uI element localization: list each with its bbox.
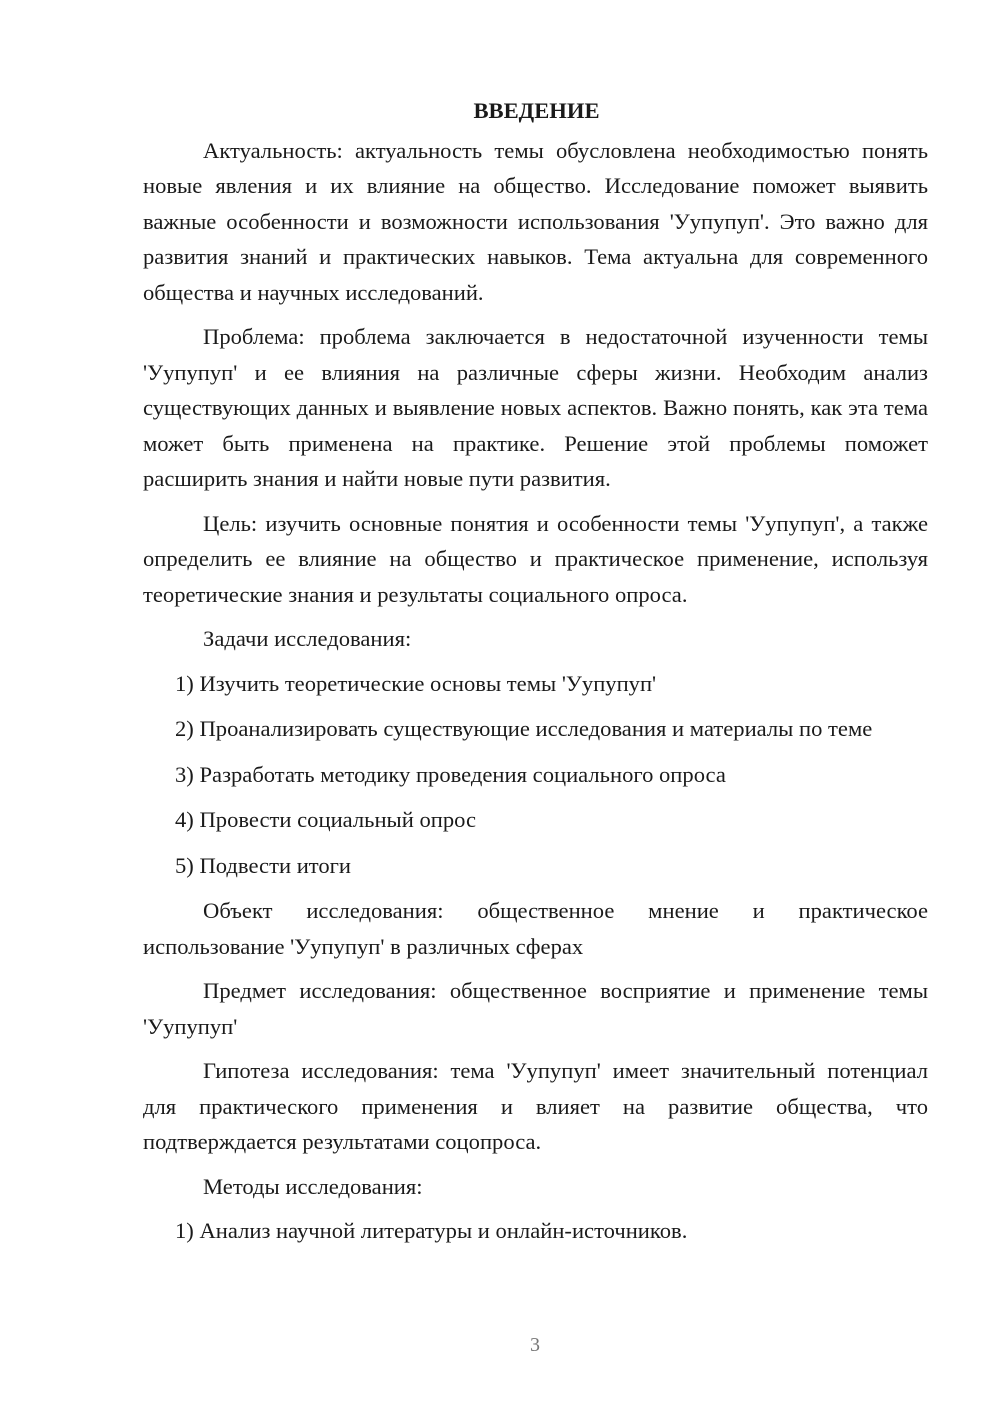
method-item-1: 1) Анализ научной литературы и онлайн-источников. [175,1218,688,1243]
problem-paragraph: Проблема: проблема заключается в недостаточной изученности темы 'Уупупуп' и ее влияния на различные сферы жизни. Необходим анализ существующих данных и выявление новых аспектов. Важно понять, как эта тема может быть применена на практике. Решение этой проблемы поможет расширить знания и найти новые пути развития. [143,324,928,491]
goal-paragraph: Цель: изучить основные понятия и особенности темы 'Уупупуп', а также определить ее влияние на общество и практическое применение, используя теоретические знания и результаты социального опроса. [143,510,928,607]
object-paragraph: Объект исследования: общественное мнение и практическое использование 'Уупупуп' в различных сферах [143,898,928,959]
tasks-heading: Задачи исследования: [203,626,412,651]
methods-heading: Методы исследования: [203,1173,423,1199]
task-item-1: 1) Изучить теоретические основы темы 'Уупупуп' [175,670,657,696]
subject-paragraph: Предмет исследования: общественное восприятие и применение темы 'Уупупуп' [143,978,928,1039]
task-item-3: 3) Разработать методику проведения социального опроса [175,761,726,787]
task-item-2: 2) Проанализировать существующие исследования и материалы по теме [175,716,873,741]
task-item-5: 5) Подвести итоги [175,852,352,878]
relevance-paragraph: Актуальность: актуальность темы обусловлена необходимостью понять новые явления и их влияние на общество. Исследование поможет выявить важные особенности и возможности использования 'Уупупуп'. Это важно для развития знаний и практических навыков. Тема актуальна для современного общества и научных исследований. [143,137,928,305]
page-number: 3 [530,1334,540,1356]
hypothesis-paragraph: Гипотеза исследования: тема 'Уупупуп' имеет значительный потенциал для практического применения и влияет на развитие общества, что подтверждается результатами соцопроса. [143,1058,928,1154]
page-title: ВВЕДЕНИЕ [473,98,600,123]
task-item-4: 4) Провести социальный опрос [175,807,477,832]
page-body [143,93,928,1259]
